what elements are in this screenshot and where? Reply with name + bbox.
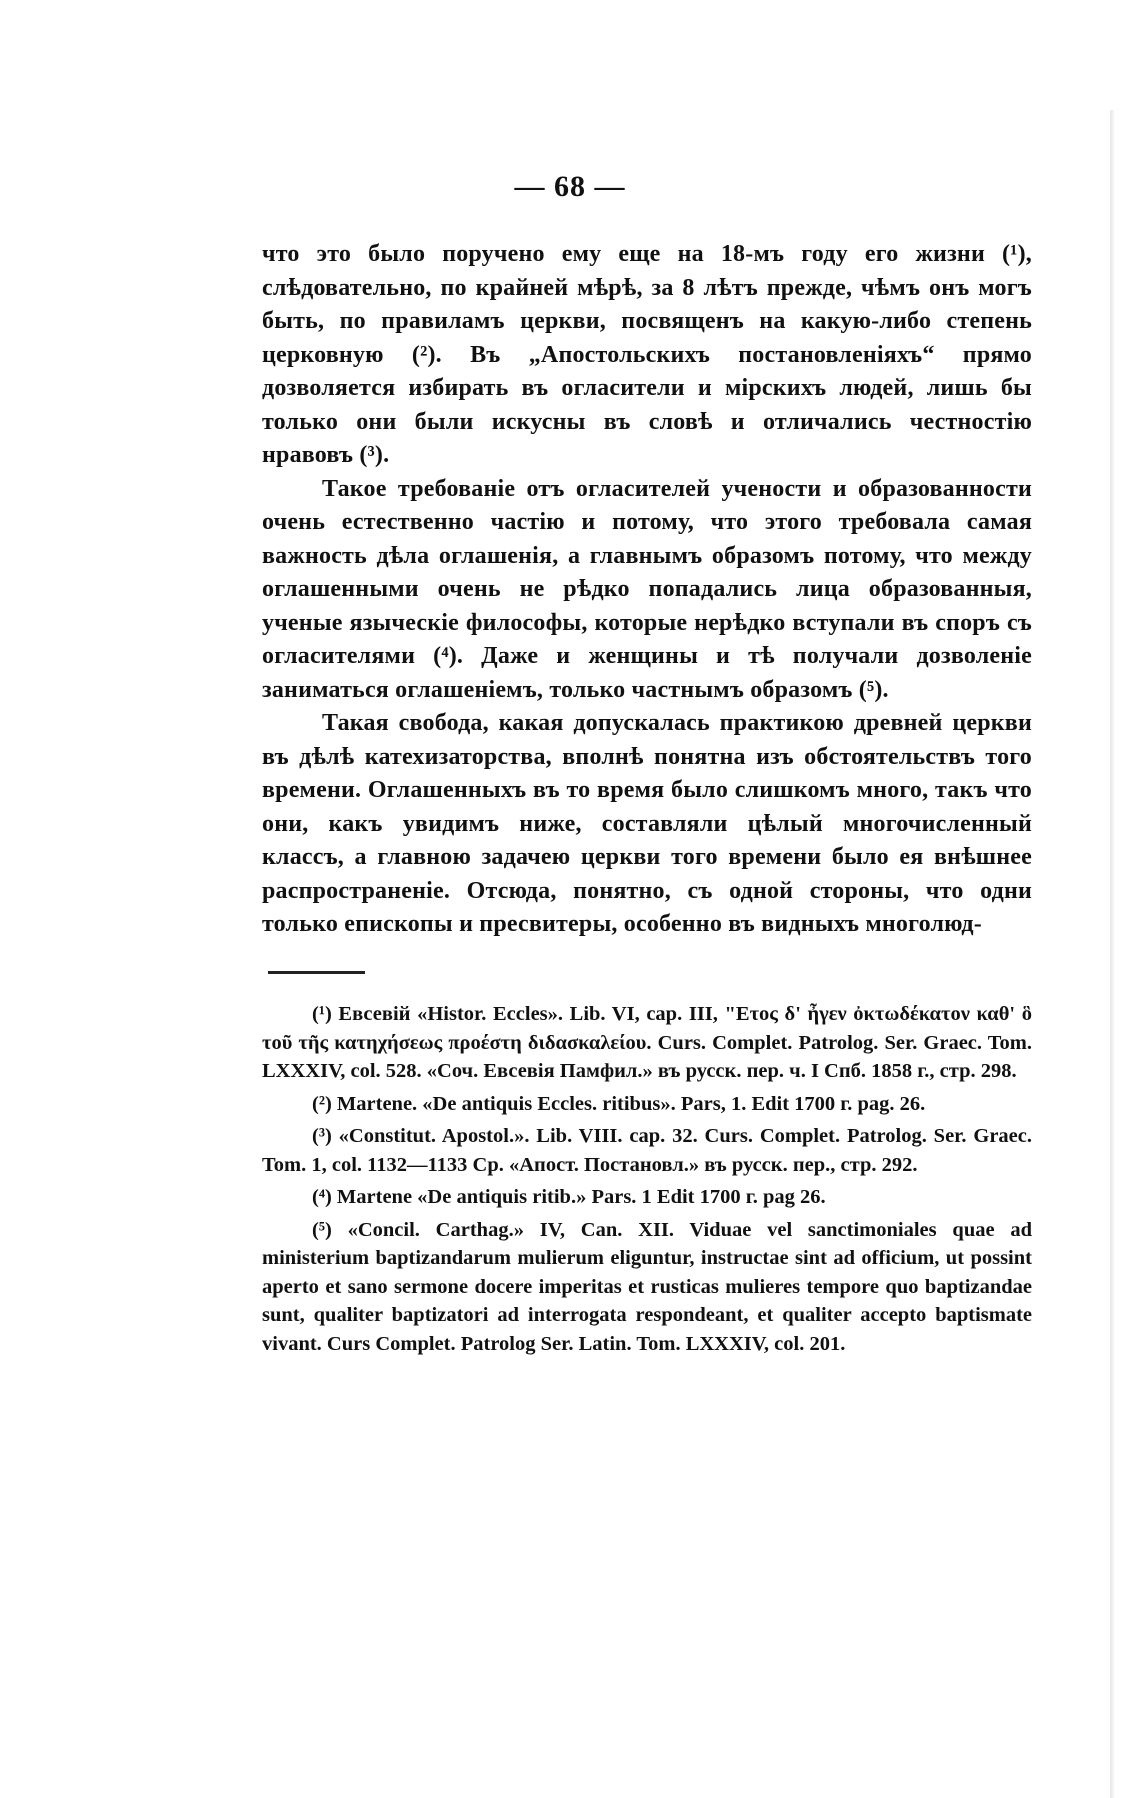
paragraph-teacher-requirements: Такое требованіе отъ огласителей учености и образованности очень естественно частію и потому, что этого требовала самая важность дѣла оглашенія, а главнымъ образомъ потому, что между оглашенными очень не рѣдко попадались лица образованныя, ученые языческіе философы, которые нерѣдко вступали въ споръ съ огласителями (⁴). Даже и женщины и тѣ получали дозволеніе заниматься оглашеніемъ, только частнымъ образомъ (⁵). [262,475,1032,703]
footnote-3: (³) «Constitut. Apostol.». Lib. VIII. cap. 32. Curs. Complet. Patrolog. Ser. Graec. Tom. 1, col. 1132—1133 Ср. «Апост. Постановл.» въ русск. пер., стр. 292. [262,1125,1032,1176]
footnotes [262,1000,1032,1362]
footnote-2: (²) Martene. «De antiquis Eccles. ritibus». Pars, 1. Edit 1700 г. pag. 26. [312,1092,926,1115]
body-text [262,238,1032,942]
paragraph-continuation: что это было поручено ему еще на 18-мъ году его жизни (¹), слѣдовательно, по крайней мѣрѣ, за 8 лѣтъ прежде, чѣмъ онъ могъ быть, по правиламъ церкви, посвященъ на какую-либо степень церковную (²). Въ „Апостольскихъ постановленіяхъ“ прямо дозволяется избирать въ огласители и мірскихъ людей, лишь бы только они были искусны въ словѣ и отличались честностію нравовъ (³). [262,241,1032,468]
page-edge-shadow [1110,110,1114,1798]
paragraph-catechesis-freedom: Такая свобода, какая допускалась практикою древней церкви въ дѣлѣ катехизаторства, вполнѣ понятна изъ обстоятельствъ того времени. Оглашенныхъ въ то время было слишкомъ много, такъ что они, какъ увидимъ ниже, составляли цѣлый многочисленный классъ, а главною задачею церкви того времени было ея внѣшнее распространеніе. Отсюда, понятно, съ одной стороны, что одни только епископы и пресвитеры, особенно въ видныхъ многолюд- [262,710,1032,937]
footnote-1: (¹) Евсевій «Histor. Eccles». Lib. VI, cap. III, "Ετος δ' ἦγεν ὀκτωδέκατον καθ' ὃ τοῦ τῆς κατηχήσεως προέστη διδασκαλείου. Curs. Complet. Patrolog. Ser. Graec. Tom. LXXXIV, col. 528. «Соч. Евсевія Памфил.» въ русск. пер. ч. I Спб. 1858 г., стр. 298. [262,1003,1032,1082]
footnote-4: (⁴) Martene «De antiquis ritib.» Pars. 1 Edit 1700 г. pag 26. [312,1186,826,1208]
footnote-5: (⁵) «Concil. Carthag.» IV, Can. XII. Viduae vel sanctimoniales quae ad ministerium baptizandarum mulierum eliguntur, instructae sint ad officium, ut possint aperto et sano sermone docere imperitas et rusticas mulieres tempore quo baptizandae sunt, qualiter baptizatori ad interrogata respondeant, et qualiter accepto baptismate vivant. Curs Complet. Patrolog Ser. Latin. Tom. LXXXIV, col. 201. [262,1218,1032,1355]
footnote-divider [268,971,365,974]
page-number: — 68 — [514,170,626,203]
